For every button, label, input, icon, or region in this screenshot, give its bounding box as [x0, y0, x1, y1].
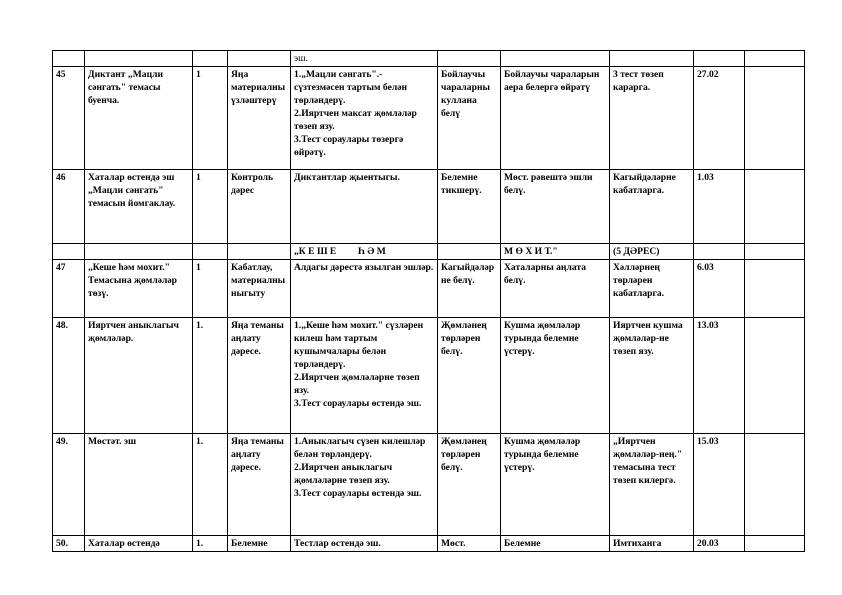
table-row: [53, 434, 805, 536]
lesson-result: Мөст. рәвештә эшли белү.: [501, 170, 610, 244]
section-title-part-2: М Ө Х И Т.": [501, 244, 610, 260]
lesson-homework: 3 тест төзеп карарга.: [610, 67, 694, 170]
lesson-number: 48.: [53, 318, 85, 434]
section-header-row: [53, 244, 805, 260]
table-row: [53, 260, 805, 318]
lesson-topic: Хаталар өстендә эш „Мацли сәнгать" темасын йомгаклау.: [85, 170, 193, 244]
lesson-control: Мөст.: [438, 536, 501, 552]
lesson-control: Бойлаучы чараларны куллана белү: [438, 67, 501, 170]
lesson-activity: Диктантлар җыентыгы.: [294, 172, 400, 183]
lesson-type: Яңа материалны үзләштерү: [228, 67, 291, 170]
table-row: [53, 170, 805, 244]
lesson-activity: 1.„Кеше һәм мохит." сүзләрен килеш һәм тартым кушымчалары белән төрләндерү. 2.Ияртчен җөмләләрне төзеп язу. 3.Тест сораулары өстендә эш.: [294, 320, 424, 409]
lesson-topic: Хаталар өстендә: [85, 536, 193, 552]
lesson-homework: Хәлләрнең төрләрен кабатларга.: [610, 260, 694, 318]
lesson-number: 46: [53, 170, 85, 244]
lesson-activity: Тестлар өстендә эш.: [291, 536, 438, 552]
table-row: [53, 536, 805, 552]
lesson-date: 1.03: [694, 170, 745, 244]
lesson-type: Контроль дәрес: [228, 170, 291, 244]
lesson-control: Җөмләнең төрләрен белү.: [438, 318, 501, 434]
lesson-topic: Ияртчен аныклагыч җөмләләр.: [85, 318, 193, 434]
lesson-number: 47: [53, 260, 85, 318]
lesson-result: Кушма җөмләләр турында белемне үстерү.: [501, 434, 610, 536]
lesson-hours: 1: [193, 260, 228, 318]
lesson-date: 6.03: [694, 260, 745, 318]
lesson-date: 20.03: [694, 536, 745, 552]
lesson-control: Белемне тикшерү.: [438, 170, 501, 244]
lesson-result: Хаталарны аңлата белү.: [501, 260, 610, 318]
lesson-date: 15.03: [694, 434, 745, 536]
lesson-homework: Имтиханга: [610, 536, 694, 552]
lesson-homework: „Ияртчен җөмләләр-нең." темасына тест төзеп килергә.: [610, 434, 694, 536]
lesson-activity: 1.Аныклагыч сүзен килешләр белән төрләндерү. 2.Ияртчен аныклагыч җөмләләрне төзеп язу. 3.Тест сораулары өстендә эш.: [294, 436, 426, 499]
activity-cell: эш.: [291, 51, 438, 67]
lesson-activity: Алдагы дәрестә язылган эшләр.: [294, 262, 434, 273]
lesson-type: Кабатлау, материалны ныгыту: [228, 260, 291, 318]
lesson-result: Кушма җөмләләр турында белемне үстерү.: [501, 318, 610, 434]
section-lesson-count: (5 ДӘРЕС): [610, 244, 694, 260]
lesson-result: Белемне: [501, 536, 610, 552]
lesson-type: Яңа теманы аңлату дәресе.: [228, 318, 291, 434]
lesson-number: 49.: [53, 434, 85, 536]
section-title-part-1: „К Е Ш Е Һ Ә М: [291, 244, 438, 260]
lesson-hours: 1: [193, 67, 228, 170]
lesson-type: Белемне: [228, 536, 291, 552]
lesson-number: 50.: [53, 536, 85, 552]
lesson-date: 27.02: [694, 67, 745, 170]
table-row: [53, 67, 805, 170]
lesson-number: 45: [53, 67, 85, 170]
lesson-control: Җөмләнең төрләрен белү.: [438, 434, 501, 536]
lesson-hours: 1.: [193, 434, 228, 536]
lesson-topic: Мөстәт. эш: [85, 434, 193, 536]
lesson-date: 13.03: [694, 318, 745, 434]
table-row: [53, 51, 805, 67]
lesson-hours: 1.: [193, 536, 228, 552]
lesson-control: Кагыйдәләрне белү.: [438, 260, 501, 318]
lesson-type: Яңа теманы аңлату дәресе.: [228, 434, 291, 536]
lesson-homework: Кагыйдәләрне кабатларга.: [610, 170, 694, 244]
lesson-hours: 1.: [193, 318, 228, 434]
lesson-hours: 1: [193, 170, 228, 244]
lesson-activity: 1.„Мацли сәнгать".- сүзтезмәсен тартым белән төрләндерү. 2.Ияртчен максат җөмләләр төзеп язу. 3.Тест сораулары төзергә өйрәтү.: [294, 69, 417, 158]
table-row: [53, 318, 805, 434]
lesson-plan-table: [52, 50, 805, 552]
lesson-result: Бойлаучы чараларын аера белергә өйрәтү: [501, 67, 610, 170]
lesson-homework: Ияртчен кушма җөмләләр-не төзеп язу.: [610, 318, 694, 434]
lesson-topic: „Кеше һәм мохит." Темасына җөмләләр төзү.: [85, 260, 193, 318]
lesson-topic: Диктант „Мацли сәнгать" темасы буенча.: [85, 67, 193, 170]
